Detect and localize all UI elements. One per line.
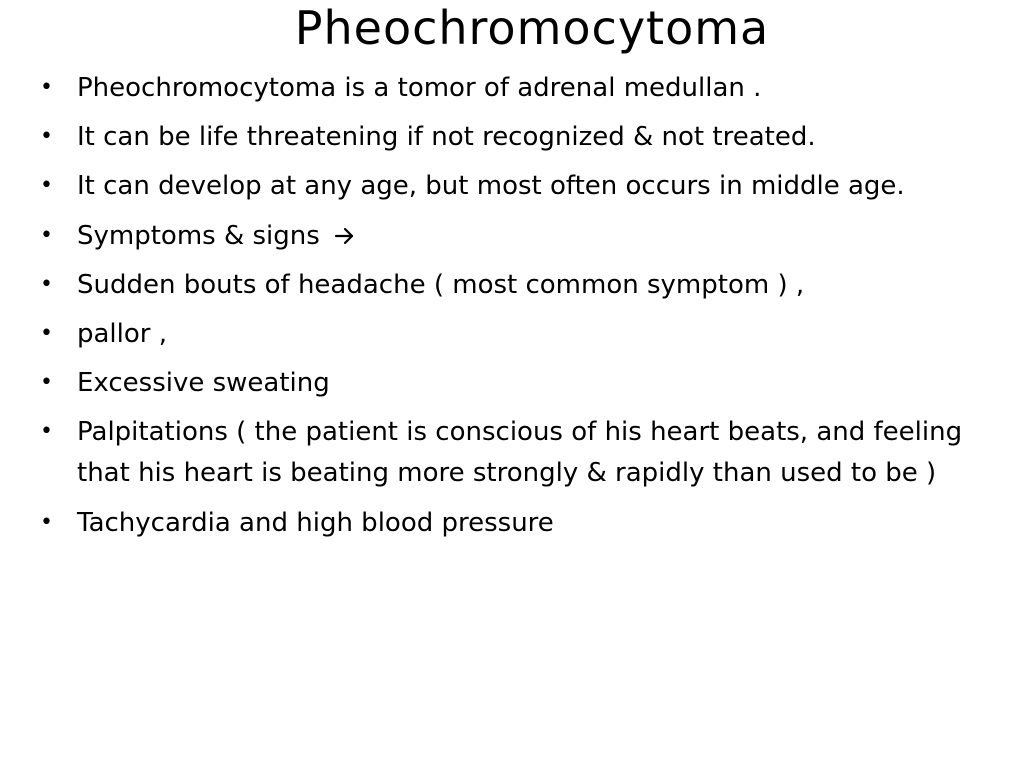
right-arrow-icon	[334, 226, 356, 246]
bullet-text: Tachycardia and high blood pressure	[77, 508, 554, 538]
list-item	[40, 314, 1000, 354]
bullet-text: pallor ,	[77, 319, 168, 349]
list-item	[40, 216, 1000, 256]
bullet-text: Excessive sweating	[77, 368, 330, 398]
list-item	[40, 363, 1000, 403]
bullet-icon: •	[40, 510, 53, 535]
bullet-icon: •	[40, 321, 53, 346]
bullet-icon: •	[40, 173, 53, 198]
list-item	[40, 117, 1000, 157]
bullet-text: Pheochromocytoma is a tomor of adrenal medullan .	[77, 73, 762, 103]
bullet-icon: •	[40, 124, 53, 149]
bullet-text: Symptoms & signs	[77, 221, 320, 251]
bullet-text: Palpitations ( the patient is conscious of his heart beats, and feeling that his heart is beating more strongly & rapidly than used to be )	[77, 417, 963, 488]
bullet-icon: •	[40, 370, 53, 395]
bullet-text: It can be life threatening if not recognized & not treated.	[77, 122, 816, 152]
list-item	[40, 68, 1000, 108]
list-item	[40, 412, 1000, 494]
slide-title: Pheochromocytoma	[294, 1, 770, 55]
bullet-icon: •	[40, 272, 53, 297]
bullet-text: It can develop at any age, but most often occurs in middle age.	[77, 171, 905, 201]
bullet-icon: •	[40, 75, 53, 100]
list-item	[40, 166, 1000, 207]
bullet-list	[40, 68, 1000, 552]
list-item	[40, 265, 1000, 305]
bullet-icon: •	[40, 419, 53, 444]
list-item	[40, 503, 1000, 543]
bullet-text: Sudden bouts of headache ( most common symptom ) ,	[77, 270, 805, 300]
bullet-icon: •	[40, 223, 53, 248]
